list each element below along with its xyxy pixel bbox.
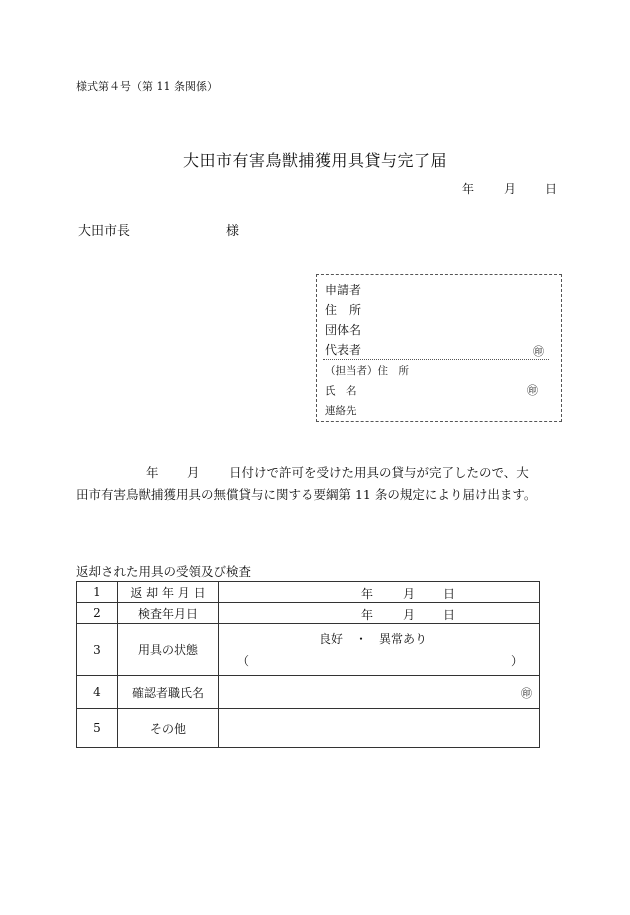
return-date-field[interactable]	[219, 582, 540, 603]
date-day-label: 日	[545, 182, 558, 196]
table-title: 返却された用具の受領及び検査	[76, 564, 252, 579]
condition-label: 用具の状態	[118, 624, 219, 676]
contact-name-label: 氏 名	[325, 385, 357, 397]
condition-options: 良好 ・ 異常あり	[319, 632, 428, 646]
return-month-label: 月	[403, 587, 416, 601]
return-date-label: 返 却 年 月 日	[118, 582, 219, 603]
group-name-label: 団体名	[325, 323, 362, 337]
table-row	[77, 582, 540, 603]
return-year-label: 年	[361, 587, 374, 601]
row-number: 3	[77, 624, 118, 676]
row-number: 5	[77, 709, 118, 748]
condition-paren-close: ）	[511, 654, 524, 668]
contact-info-label: 連絡先	[325, 405, 357, 417]
inspector-name-label: 確認者職氏名	[118, 676, 219, 709]
address-label: 住 所	[325, 303, 362, 317]
table-row	[77, 624, 540, 676]
other-field[interactable]	[219, 709, 540, 748]
table-row	[77, 709, 540, 748]
condition-paren-open: （	[237, 654, 250, 668]
inspection-month-label: 月	[403, 608, 416, 622]
table-row	[77, 676, 540, 709]
page-title: 大田市有害鳥獣捕獲用具貸与完了届	[182, 151, 447, 170]
date-month-label: 月	[504, 182, 517, 196]
body-line2: 田市有害鳥獣捕獲用具の無償貸与に関する要綱第 11 条の規定により届け出ます。	[76, 487, 537, 502]
inspection-date-field[interactable]	[219, 603, 540, 624]
applicant-box	[316, 274, 562, 422]
contact-address-label: （担当者）住 所	[325, 365, 409, 377]
applicant-label: 申請者	[325, 283, 362, 297]
date-year-label: 年	[462, 182, 475, 196]
representative-seal-icon: ㊞	[533, 345, 544, 358]
body-month-label: 月	[187, 465, 200, 480]
body-line1: 日付けで許可を受けた用具の貸与が完了したので、大	[229, 465, 529, 480]
divider	[323, 359, 549, 360]
row-number: 1	[77, 582, 118, 603]
inspection-table	[76, 581, 540, 748]
inspection-year-label: 年	[361, 608, 374, 622]
inspector-seal-icon: ㊞	[521, 687, 532, 700]
row-number: 4	[77, 676, 118, 709]
inspector-name-field[interactable]	[219, 676, 540, 709]
contact-seal-icon: ㊞	[527, 384, 538, 397]
other-label: その他	[118, 709, 219, 748]
inspection-day-label: 日	[443, 608, 456, 622]
representative-label: 代表者	[325, 343, 362, 357]
body-year-label: 年	[146, 465, 159, 480]
addressee-honorific: 様	[226, 224, 240, 239]
condition-field[interactable]	[219, 624, 540, 676]
declaration-text	[76, 462, 566, 506]
return-day-label: 日	[443, 587, 456, 601]
row-number: 2	[77, 603, 118, 624]
addressee-name: 大田市長	[78, 224, 131, 239]
form-number: 様式第４号（第 11 条関係）	[76, 80, 218, 93]
inspection-date-label: 検査年月日	[118, 603, 219, 624]
table-row	[77, 603, 540, 624]
